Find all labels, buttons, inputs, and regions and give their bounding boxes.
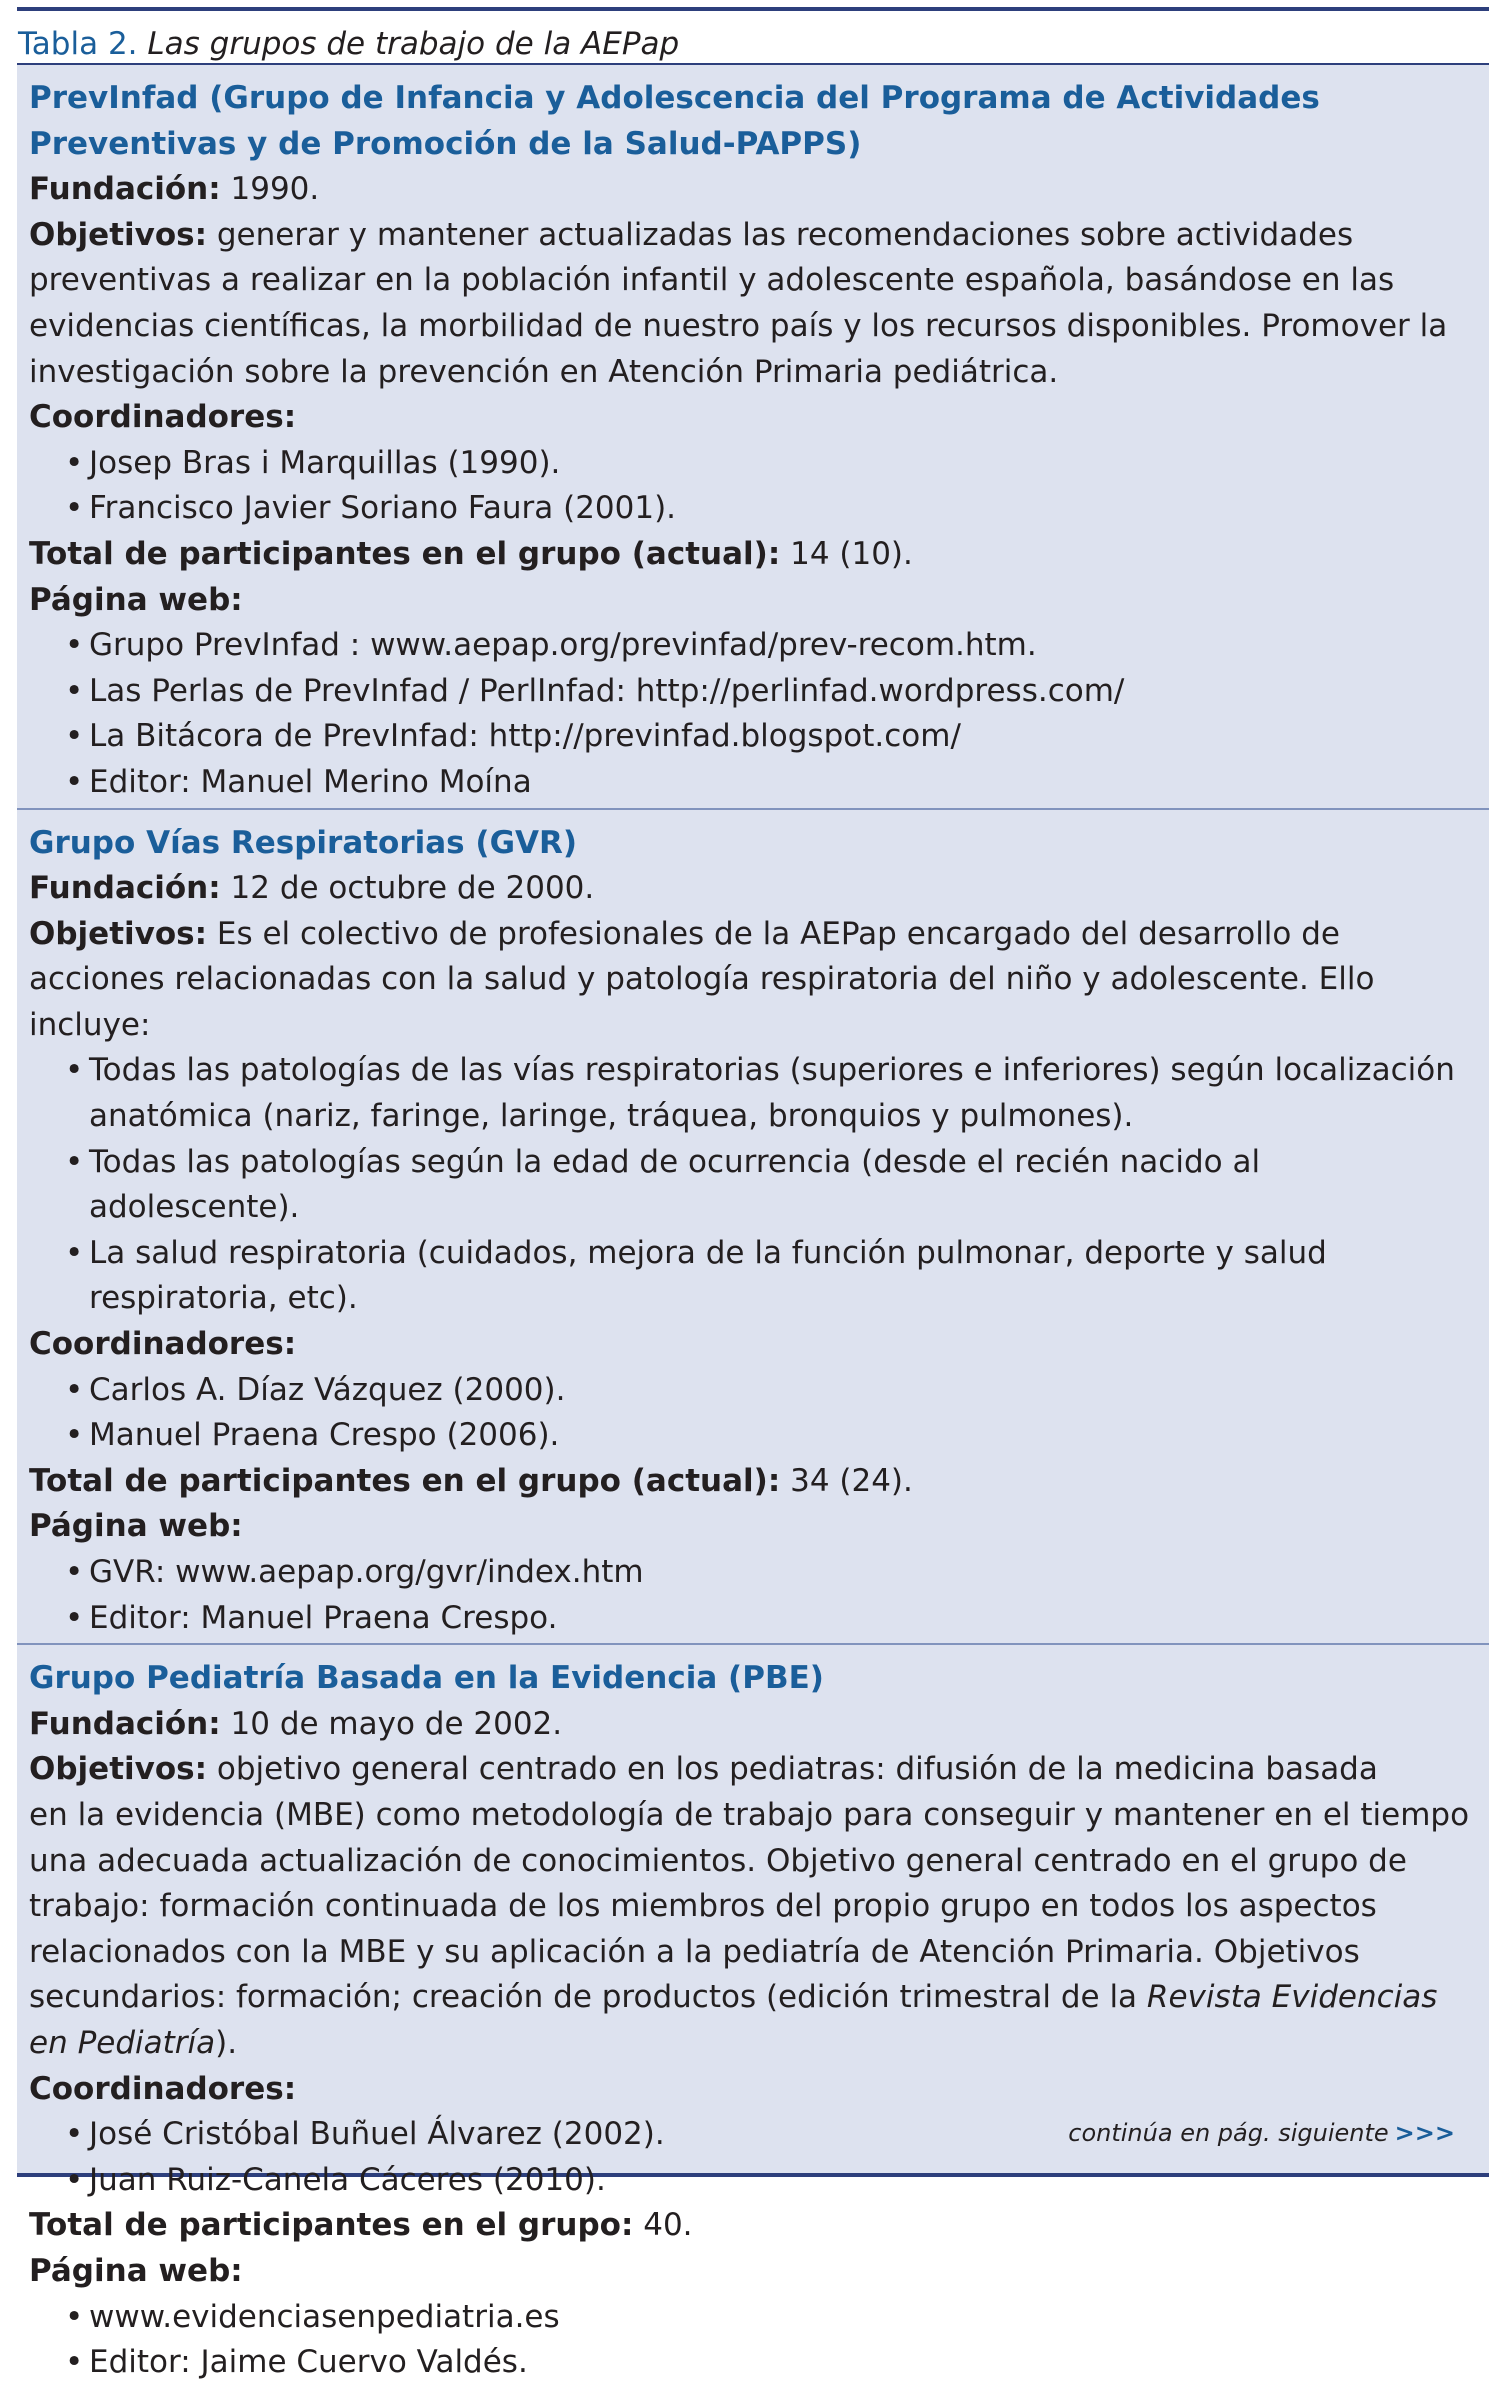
objetivos-value-rest: en la evidencia (MBE) como metodología de trabajo para conseguir y mantener en el tiempo una adecuada actualización de conocimientos. Objetivo general centrado en el grupo de trabajo: formación continuada de los miembros del propio grupo en todos los aspectos relacionados con la MBE y su aplicación a la pediatría de Atención Primaria. Objetivos secundarios: formación; creación de productos (edición trimestral de la	[29, 1796, 1470, 2016]
fundacion-value: 12 de octubre de 2000.	[230, 870, 595, 907]
list-item: • La salud respiratoria (cuidados, mejora de la función pulmonar, deporte y salud respiratoria, etc).	[65, 1231, 1479, 1322]
pagina-web-label: Página web:	[29, 1508, 243, 1545]
list-item: • GVR: www.aepap.org/gvr/index.htm	[65, 1550, 1479, 1596]
list-item: • Josep Bras i Marquillas (1990).	[65, 441, 1479, 487]
objetivos-value-line1: objetivo general centrado en los pediatras: difusión de la medicina basada	[216, 1751, 1378, 1788]
total-value: 14 (10).	[790, 535, 913, 572]
coordinadores-list	[29, 1368, 1479, 1459]
objetivos-value: generar y mantener actualizadas las recomendaciones sobre actividades preventivas a realizar en la población infantil y adolescente española, basándose en las evidencias científicas, la morbilidad de nuestro país y los recursos disponibles. Promover la investigación sobre la prevención en Atención Primaria pediátrica.	[29, 216, 1448, 390]
groups-table	[17, 7, 1489, 2381]
fundacion-label: Fundación:	[29, 1705, 221, 1742]
objetivos-value: Es el colectivo de profesionales de la AEPap encargado del desarrollo de acciones relacionadas con la salud y patología respiratoria del niño y adolescente. Ello incluye:	[29, 915, 1375, 1043]
section-title: PrevInfad (Grupo de Infancia y Adolescencia del Programa de Actividades Preventivas y de Promoción de la Salud-PAPPS)	[29, 80, 1320, 162]
total-label: Total de participantes en el grupo (actual):	[29, 1462, 781, 1499]
pagina-web-label: Página web:	[29, 2252, 243, 2289]
fundacion-line	[29, 866, 1479, 912]
fundacion-line	[29, 167, 1479, 213]
list-item: • Francisco Javier Soriano Faura (2001).	[65, 486, 1479, 532]
section-gvr	[17, 808, 1489, 1644]
list-item: • La Bitácora de PrevInfad: http://previnfad.blogspot.com/	[65, 714, 1479, 760]
continues-note	[1068, 2119, 1455, 2147]
continues-text: continúa en pág. siguiente	[1068, 2119, 1389, 2147]
list-item: • Editor: Manuel Merino Moína	[65, 760, 1479, 806]
fundacion-label: Fundación:	[29, 171, 221, 208]
fundacion-line	[29, 1702, 1479, 1748]
list-item: • Todas las patologías de las vías respiratorias (superiores e inferiores) según localización anatómica (nariz, faringe, laringe, tráquea, bronquios y pulmones).	[65, 1048, 1479, 1139]
caption-label: Tabla 2.	[18, 26, 138, 62]
pagina-web-label: Página web:	[29, 581, 243, 618]
total-value: 40.	[643, 2207, 693, 2244]
total-label: Total de participantes en el grupo (actual):	[29, 535, 781, 572]
web-list	[29, 2295, 1479, 2386]
continue-arrows-icon: >>>	[1394, 2119, 1455, 2147]
objetivos-line	[29, 213, 1479, 395]
total-line	[29, 2203, 1479, 2249]
objetivos-list	[29, 1048, 1479, 1322]
objetivos-line	[29, 1747, 1479, 1793]
section-title: Grupo Vías Respiratorias (GVR)	[29, 824, 578, 861]
objetivos-continued	[29, 1793, 1479, 2067]
list-item: • Manuel Praena Crespo (2006).	[65, 1413, 1479, 1459]
journal-title: Revista Evidencias en Pediatría	[29, 1979, 1438, 2061]
list-item: • Las Perlas de PrevInfad / PerlInfad: http://perlinfad.wordpress.com/	[65, 669, 1479, 715]
objetivos-label: Objetivos:	[29, 1751, 207, 1788]
total-value: 34 (24).	[790, 1462, 913, 1499]
list-item: • Grupo PrevInfad : www.aepap.org/previnfad/prev-recom.htm.	[65, 623, 1479, 669]
total-line	[29, 1459, 1479, 1505]
list-item: • Todas las patologías según la edad de ocurrencia (desde el recién nacido al adolescente).	[65, 1140, 1479, 1231]
web-list	[29, 623, 1479, 805]
coordinadores-label: Coordinadores:	[29, 2070, 297, 2107]
fundacion-value: 10 de mayo de 2002.	[230, 1705, 563, 1742]
list-item: • José Cristóbal Buñuel Álvarez (2002).	[65, 2112, 1479, 2158]
objetivos-label: Objetivos:	[29, 216, 207, 253]
objetivos-line	[29, 912, 1479, 1049]
total-line	[29, 532, 1479, 578]
list-item: • Editor: Jaime Cuervo Valdés.	[65, 2340, 1479, 2386]
table-caption	[17, 11, 1489, 65]
web-list	[29, 1550, 1479, 1641]
list-item: • Editor: Manuel Praena Crespo.	[65, 1596, 1479, 1642]
section-pbe	[17, 1643, 1489, 2388]
list-item: • Carlos A. Díaz Vázquez (2000).	[65, 1368, 1479, 1414]
objetivos-value-end: ).	[215, 2024, 238, 2061]
caption-title: Las grupos de trabajo de la AEPap	[147, 26, 680, 62]
coordinadores-label: Coordinadores:	[29, 1326, 297, 1363]
total-label: Total de participantes en el grupo:	[29, 2207, 634, 2244]
coordinadores-label: Coordinadores:	[29, 399, 297, 436]
section-previnfad	[17, 65, 1489, 808]
fundacion-label: Fundación:	[29, 870, 221, 907]
list-item: • Juan Ruiz-Canela Cáceres (2010).	[65, 2158, 1479, 2204]
fundacion-value: 1990.	[230, 171, 320, 208]
list-item: • www.evidenciasenpediatria.es	[65, 2295, 1479, 2341]
objetivos-label: Objetivos:	[29, 915, 207, 952]
section-title: Grupo Pediatría Basada en la Evidencia (PBE)	[29, 1660, 824, 1697]
coordinadores-list	[29, 441, 1479, 532]
